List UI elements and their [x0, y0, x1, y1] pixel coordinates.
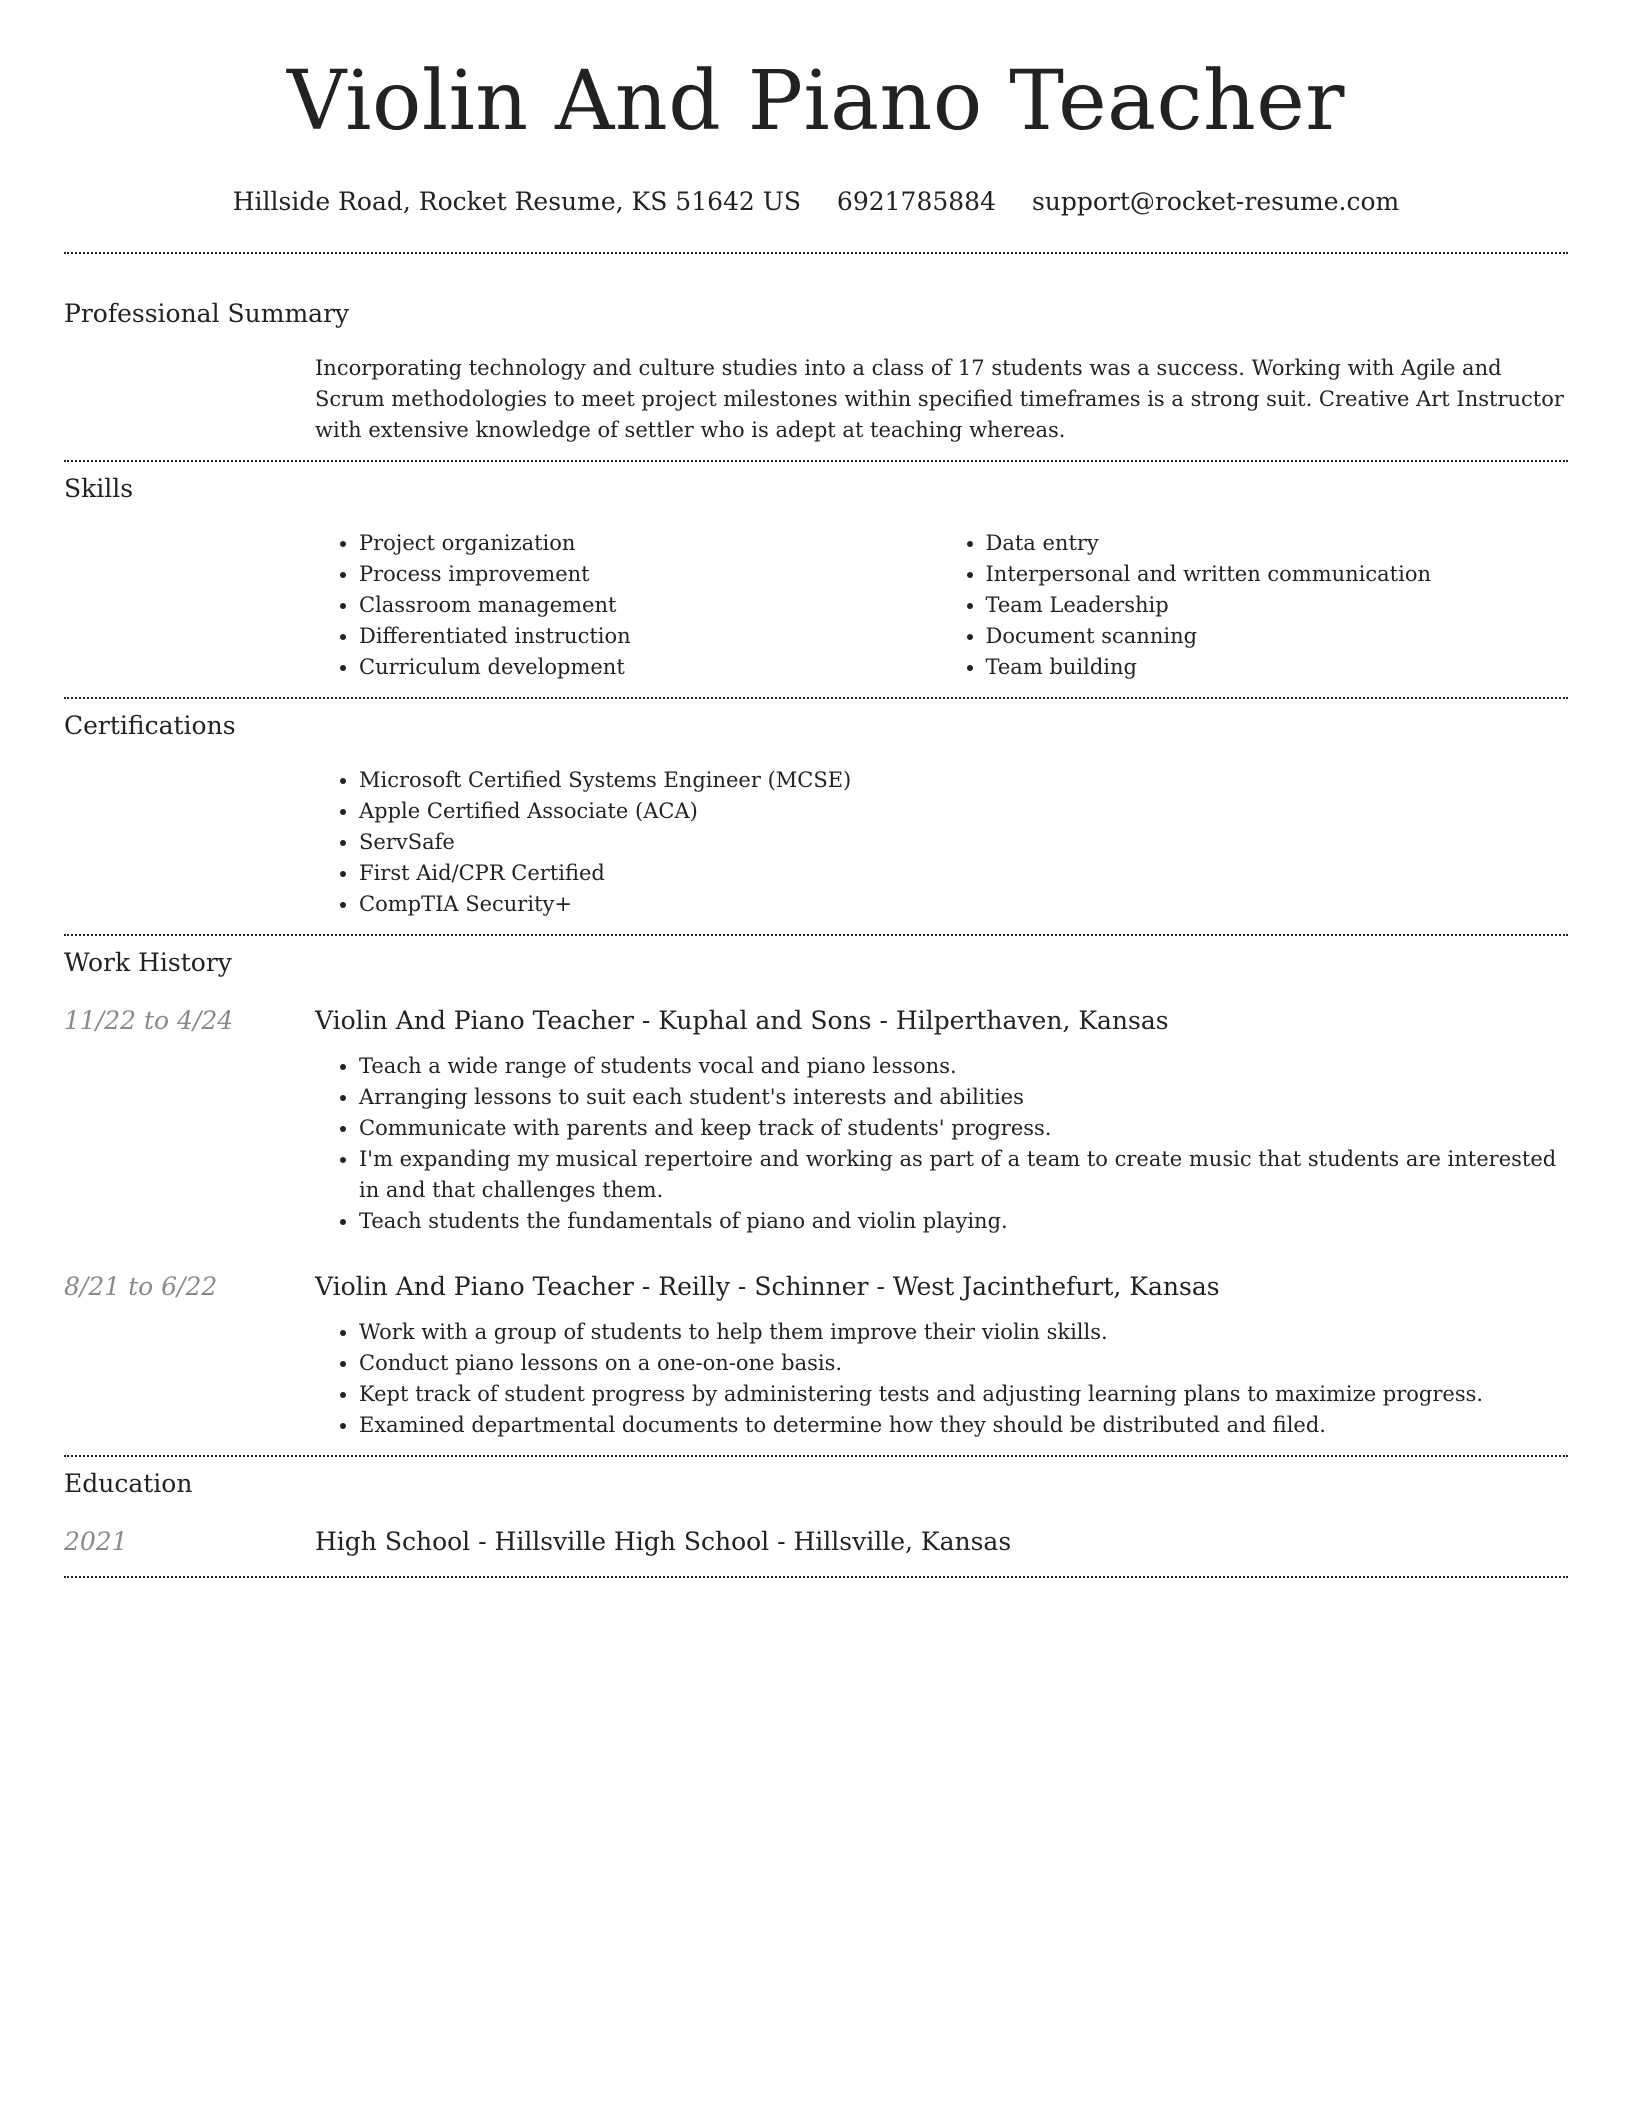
entry-bullets	[315, 1051, 1568, 1237]
certifications-list	[315, 765, 1568, 920]
list-item: • Conduct piano lessons on a one-on-one basis.	[359, 1348, 1568, 1379]
list-item: • Team Leadership	[986, 590, 1569, 621]
list-item: • ServSafe	[359, 827, 1568, 858]
section-title-skills: Skills	[64, 474, 134, 503]
list-item: • Project organization	[359, 528, 942, 559]
list-item: • Interpersonal and written communication	[986, 559, 1569, 590]
list-item: • CompTIA Security+	[359, 889, 1568, 920]
entry-heading: Violin And Piano Teacher - Reilly - Schinner - West Jacinthefurt, Kansas	[315, 1272, 1220, 1301]
education-section	[64, 1457, 1568, 1576]
list-item: • Classroom management	[359, 590, 942, 621]
contact-address: Hillside Road, Rocket Resume, KS 51642 US	[232, 187, 801, 216]
entry-date: 2021	[64, 1527, 128, 1556]
contact-phone: 6921785884	[836, 187, 996, 216]
contact-email: support@rocket-resume.com	[1031, 187, 1400, 216]
skills-section	[64, 462, 1568, 697]
work-bullet-list	[315, 1317, 1568, 1441]
list-item: • Team building	[986, 652, 1569, 683]
resume-name: Violin And Piano Teacher	[286, 54, 1346, 149]
list-item: • Examined departmental documents to determine how they should be distributed and filed.	[359, 1410, 1568, 1441]
certifications-body	[315, 765, 1568, 934]
entry-heading: Violin And Piano Teacher - Kuphal and Sons - Hilperthaven, Kansas	[315, 1006, 1169, 1035]
list-item: • Apple Certified Associate (ACA)	[359, 796, 1568, 827]
list-item: • Arranging lessons to suit each student's interests and abilities	[359, 1082, 1568, 1113]
skills-list-right	[942, 528, 1569, 683]
list-item: • Document scanning	[986, 621, 1569, 652]
entry-date: 8/21 to 6/22	[64, 1272, 218, 1301]
section-title-summary: Professional Summary	[64, 299, 350, 328]
list-item: • Process improvement	[359, 559, 942, 590]
list-item: • Teach a wide range of students vocal and piano lessons.	[359, 1051, 1568, 1082]
list-item: • Work with a group of students to help them improve their violin skills.	[359, 1317, 1568, 1348]
resume-page	[64, 0, 1568, 1578]
certifications-section	[64, 699, 1568, 934]
skills-list-left	[315, 528, 942, 683]
list-item: • Kept track of student progress by administering tests and adjusting learning plans to maximize progress.	[359, 1379, 1568, 1410]
entry-bullets	[315, 1317, 1568, 1455]
entry-date: 11/22 to 4/24	[64, 1006, 234, 1035]
list-item: • Communicate with parents and keep track of students' progress.	[359, 1113, 1568, 1144]
list-item: • Microsoft Certified Systems Engineer (MCSE)	[359, 765, 1568, 796]
work-bullet-list	[315, 1051, 1568, 1237]
section-title-certifications: Certifications	[64, 711, 236, 740]
work-entry	[64, 1005, 1568, 1237]
contact-line	[64, 186, 1568, 218]
list-item: • Data entry	[986, 528, 1569, 559]
work-section	[64, 936, 1568, 1455]
section-title-work: Work History	[64, 948, 232, 977]
list-item: • First Aid/CPR Certified	[359, 858, 1568, 889]
entry-heading: High School - Hillsville High School - Hillsville, Kansas	[315, 1527, 1012, 1556]
list-item: • Differentiated instruction	[359, 621, 942, 652]
summary-text: Incorporating technology and culture studies into a class of 17 students was a success. Working with Agile and Scrum methodologies to meet project milestones within specified timeframes is a strong suit. Creative Art Instructor with extensive knowledge of settler who is adept at teaching whereas.	[315, 356, 1564, 442]
divider	[64, 1576, 1568, 1578]
summary-section	[64, 254, 1568, 460]
list-item: • I'm expanding my musical repertoire and working as part of a team to create music that students are interested in and that challenges them.	[359, 1144, 1568, 1206]
skills-columns	[315, 528, 1568, 697]
list-item: • Teach students the fundamentals of piano and violin playing.	[359, 1206, 1568, 1237]
education-entry	[64, 1526, 1568, 1576]
list-item: • Curriculum development	[359, 652, 942, 683]
section-title-education: Education	[64, 1469, 193, 1498]
work-entry	[64, 1271, 1568, 1455]
